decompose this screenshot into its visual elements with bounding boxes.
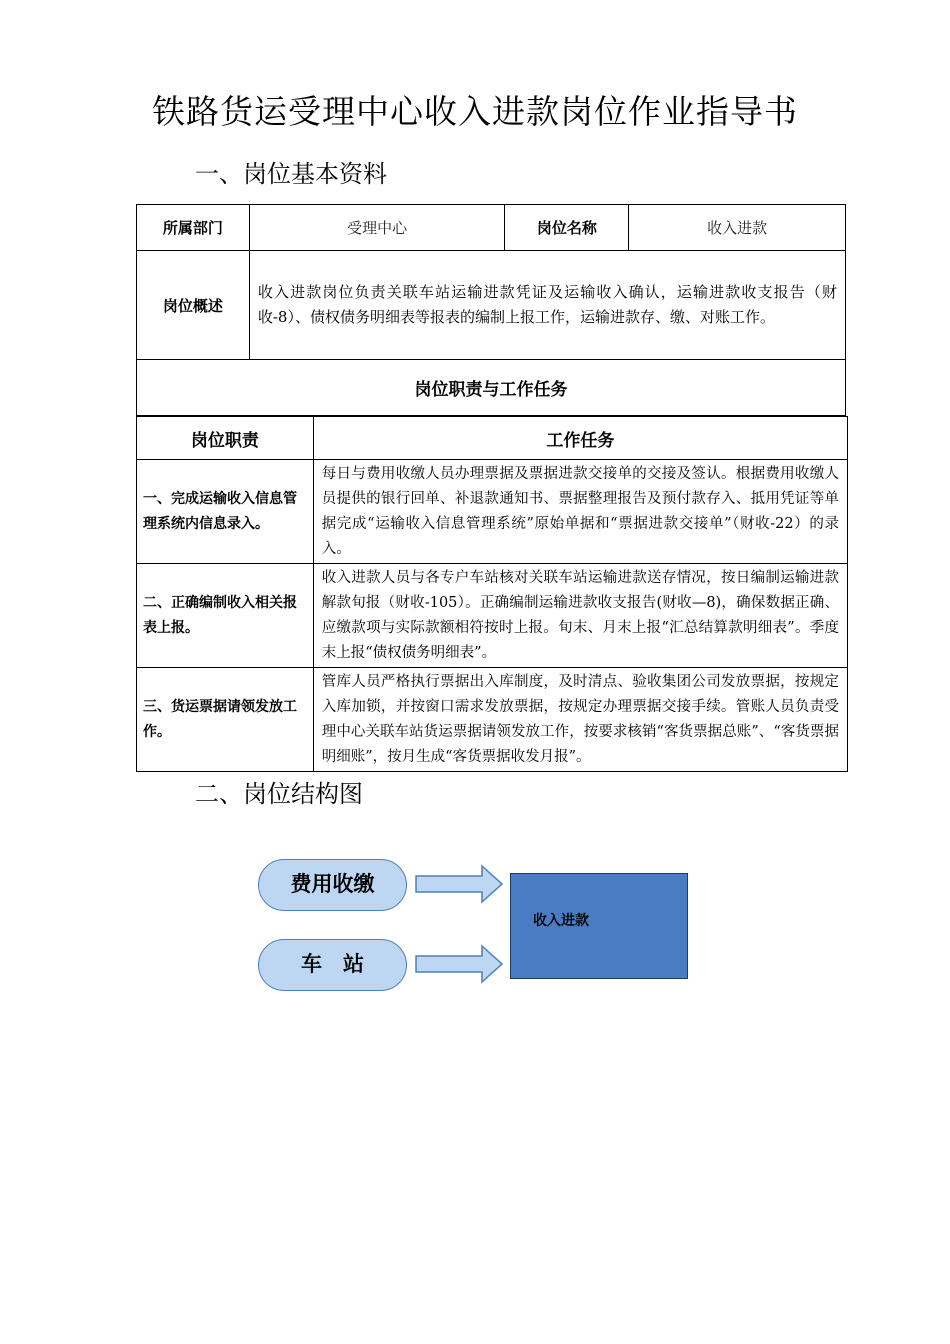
duty-cell: 三、货运票据请领发放工作。 bbox=[137, 668, 314, 772]
task-cell: 收入进款人员与各专户车站核对关联车站运输进款送存情况，按日编制运输进款解款旬报（财收-105）。正确编制运输进款收支报告(财收—8)，确保数据正确、应缴款项与实际款额相符按时上报。旬末、月末上报“汇总结算款明细表”。季度末上报“债权债务明细表”。 bbox=[313, 564, 847, 668]
duties-table bbox=[136, 416, 848, 772]
task-cell: 管库人员严格执行票据出入库制度，及时清点、验收集团公司发放票据，按规定入库加锁，并按窗口需求发放票据，按规定办理票据交接手续。管账人员负责受理中心关联车站货运票据请领发放工作，按要求核销“客货票据总账”、“客货票据明细账”，按月生成“客货票据收发月报”。 bbox=[313, 668, 847, 772]
table-row bbox=[137, 460, 848, 564]
table-row bbox=[137, 360, 846, 416]
dept-value: 受理中心 bbox=[249, 205, 505, 251]
responsibilities-header: 岗位职责与工作任务 bbox=[137, 360, 846, 416]
table-row bbox=[137, 205, 846, 251]
post-value: 收入进款 bbox=[629, 205, 846, 251]
post-label: 岗位名称 bbox=[505, 205, 629, 251]
node-fee-collection: 费用收缴 bbox=[258, 859, 407, 911]
col-task-header: 工作任务 bbox=[313, 417, 847, 460]
section-heading-structure: 二、岗位结构图 bbox=[195, 780, 363, 808]
table-row bbox=[137, 251, 846, 360]
node-income-receipt bbox=[510, 873, 688, 979]
basic-info-table bbox=[136, 204, 846, 416]
table-header-row bbox=[137, 417, 848, 460]
duty-cell: 一、完成运输收入信息管理系统内信息录入。 bbox=[137, 460, 314, 564]
flow-arrows bbox=[412, 862, 508, 992]
right-arrow-icon bbox=[416, 866, 502, 902]
duty-cell: 二、正确编制收入相关报表上报。 bbox=[137, 564, 314, 668]
node-income-receipt-label: 收入进款 bbox=[533, 913, 589, 929]
document-title: 铁路货运受理中心收入进款岗位作业指导书 bbox=[152, 92, 798, 131]
table-row bbox=[137, 668, 848, 772]
table-row bbox=[137, 564, 848, 668]
col-duty-header: 岗位职责 bbox=[137, 417, 314, 460]
right-arrow-icon bbox=[416, 946, 502, 982]
section-heading-basic-info: 一、岗位基本资料 bbox=[195, 160, 387, 188]
overview-label: 岗位概述 bbox=[137, 251, 250, 360]
task-cell: 每日与费用收缴人员办理票据及票据进款交接单的交接及签认。根据费用收缴人员提供的银行回单、补退款通知书、票据整理报告及预付款存入、抵用凭证等单据完成“运输收入信息管理系统”原始单据和“票据进款交接单”（财收-22）的录入。 bbox=[313, 460, 847, 564]
dept-label: 所属部门 bbox=[137, 205, 250, 251]
node-station: 车 站 bbox=[258, 939, 407, 991]
overview-text: 收入进款岗位负责关联车站运输进款凭证及运输收入确认，运输进款收支报告（财收-8）、债权债务明细表等报表的编制上报工作，运输进款存、缴、对账工作。 bbox=[249, 251, 845, 360]
